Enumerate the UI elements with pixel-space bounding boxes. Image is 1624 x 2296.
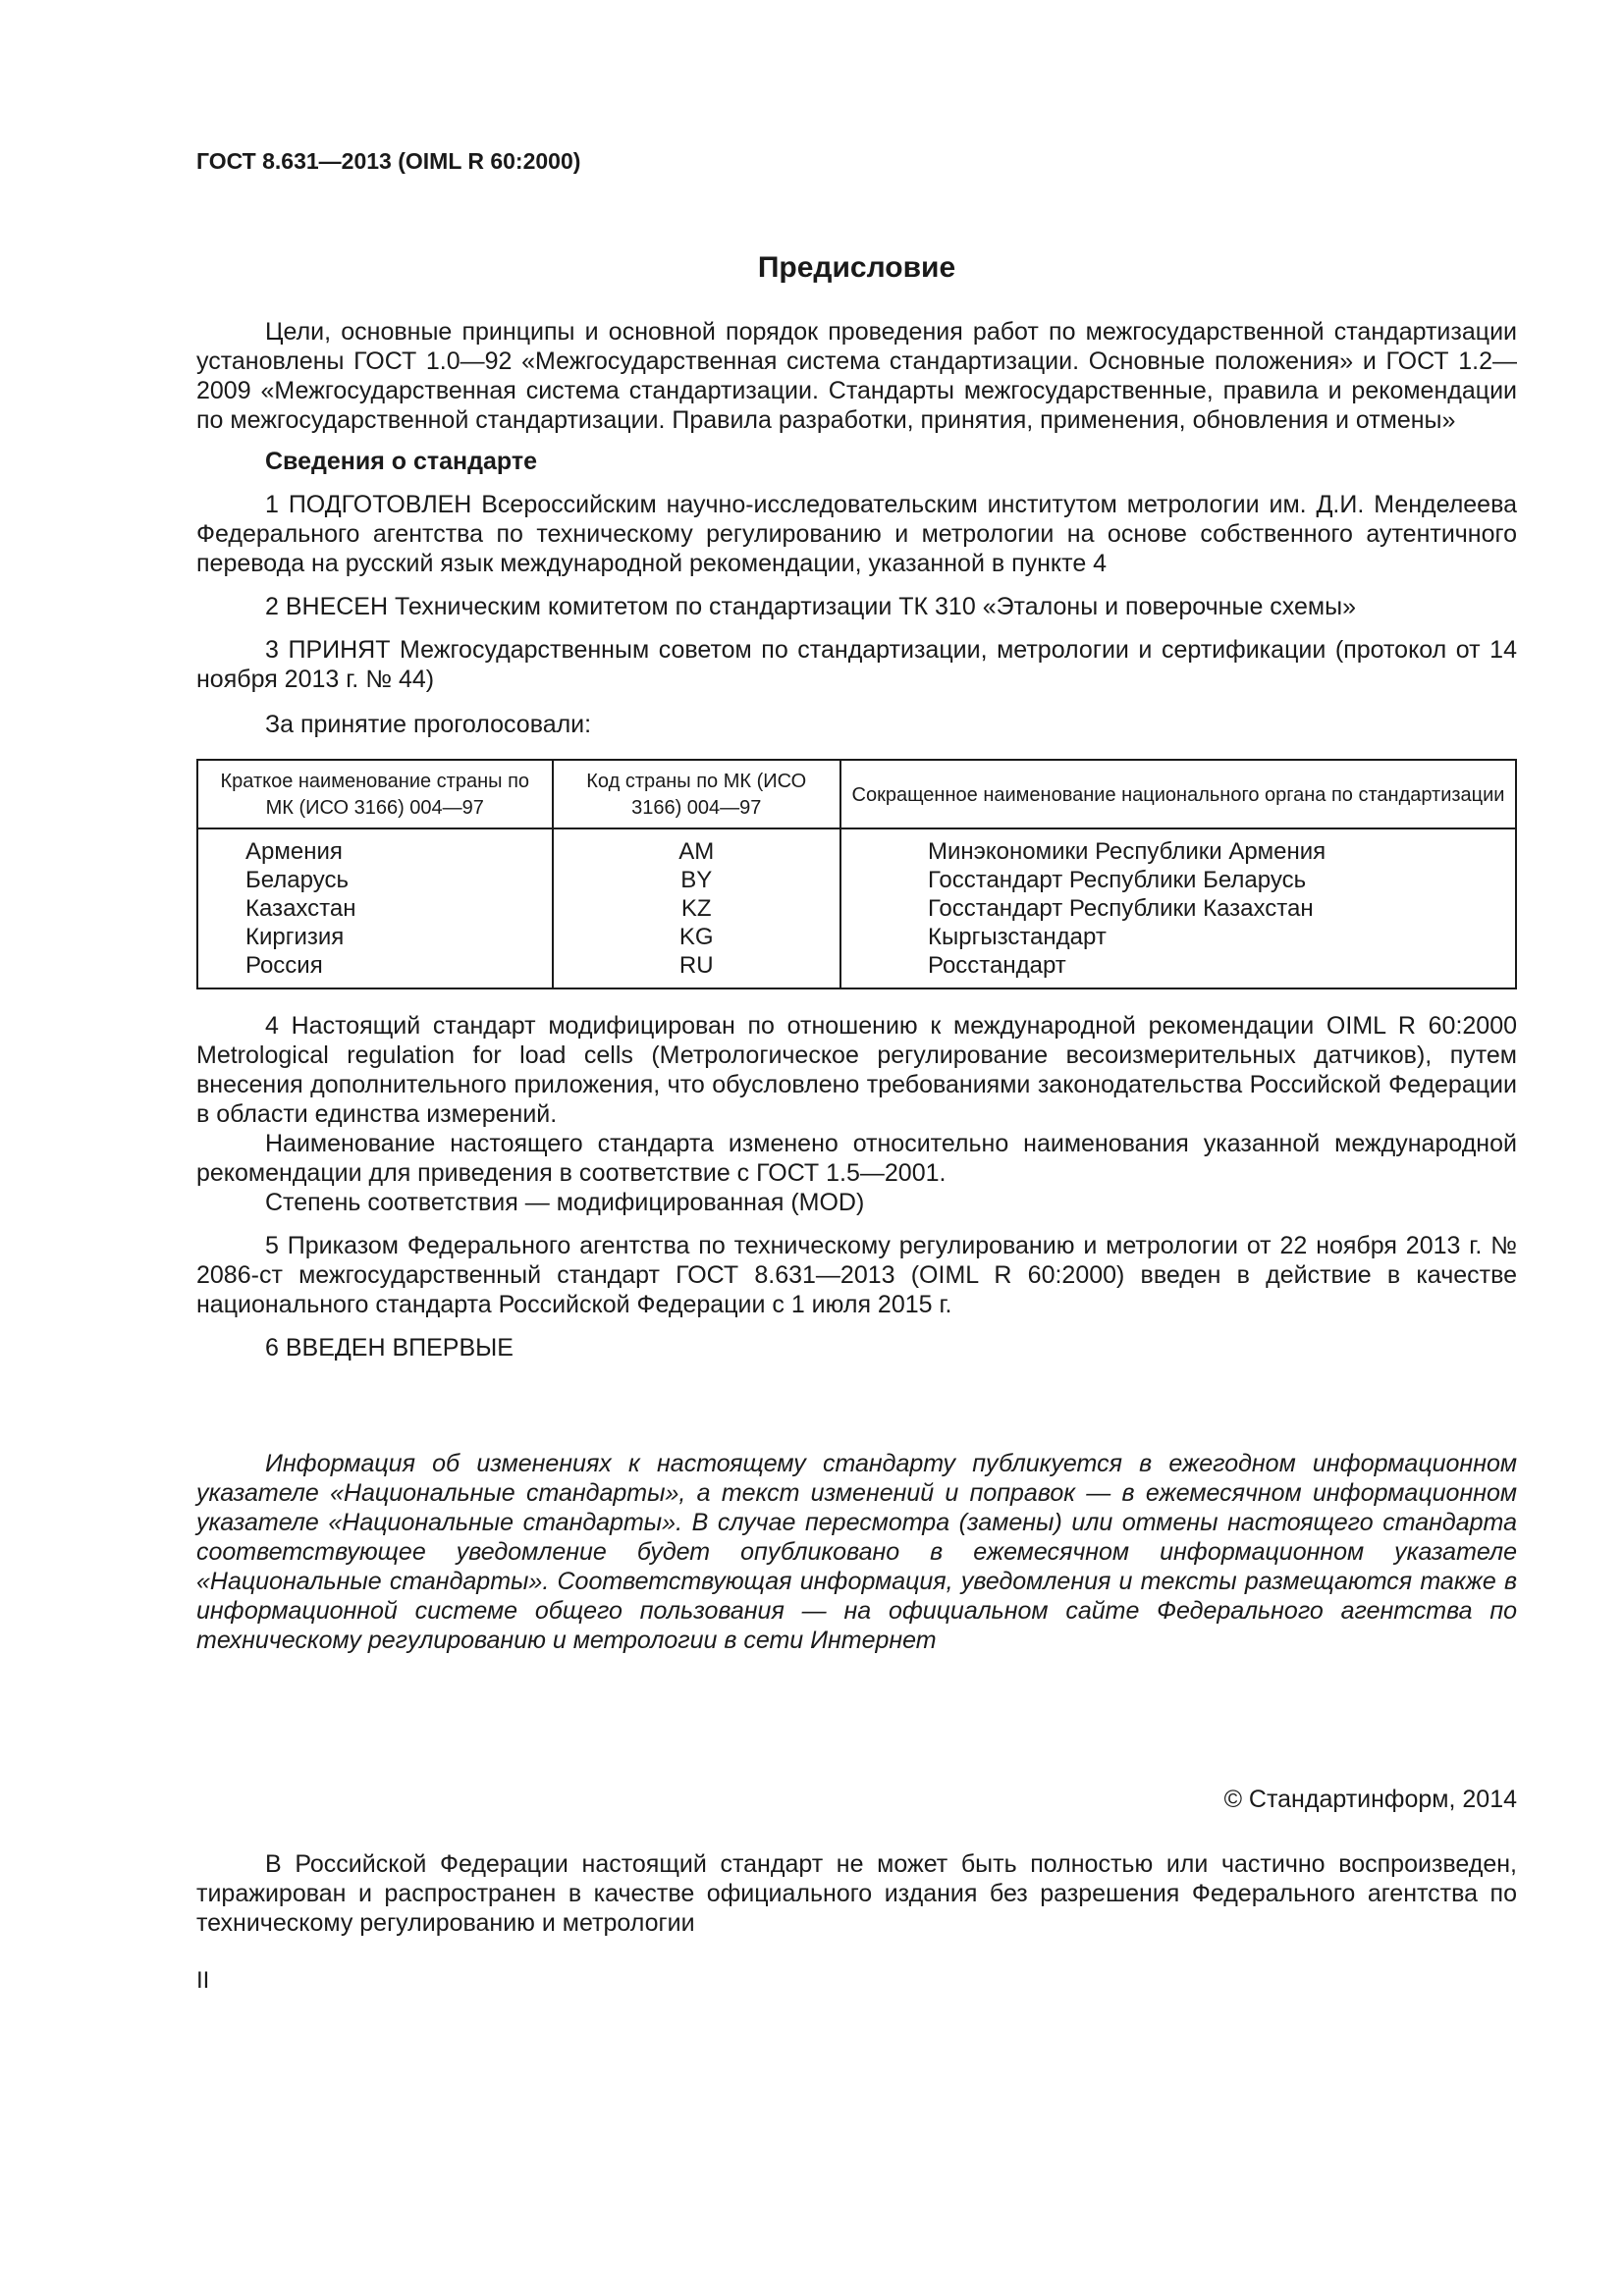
code-cell: RU <box>553 951 841 988</box>
info-heading: Сведения о стандарте <box>265 448 538 475</box>
table-row <box>197 828 1516 866</box>
item-2-paragraph: 2 ВНЕСЕН Техническим комитетом по стандартизации ТК 310 «Эталоны и поверочные схемы» <box>265 593 1356 620</box>
table-header-authority: Сокращенное наименование национального органа по стандартизации <box>840 760 1516 828</box>
page-title: Предисловие <box>757 251 956 284</box>
intro-paragraph: Цели, основные принципы и основной порядок проведения работ по межгосударственной стандартизации установлены ГОСТ 1.0—92 «Межгосударственная система стандартизации. Основные положения» и ГОСТ 1.2—2009 «Межгосударственная система стандартизации. Стандарты межгосударственные, правила и рекомендации по межгосударственной стандартизации. Правила разработки, принятия, применения, обновления и отмены» <box>196 318 1517 434</box>
code-cell: KG <box>553 923 841 951</box>
country-cell: Беларусь <box>197 866 553 894</box>
voting-table <box>196 759 1517 989</box>
code-cell: BY <box>553 866 841 894</box>
item-4-paragraph: 4 Настоящий стандарт модифицирован по отношению к международной рекомендации OIML R 60:2000 Metrological regulation for load cells (Метрологическое регулирование весоизмерительных датчиков), путем внесения дополнительного приложения, что обусловлено требованиями законодательства Российской Федерации в области единства измерений. <box>196 1012 1517 1128</box>
table-row <box>197 866 1516 894</box>
table-header-code: Код страны по МК (ИСО 3166) 004—97 <box>553 760 841 828</box>
code-cell: KZ <box>553 894 841 923</box>
item-6-paragraph: 6 ВВЕДЕН ВПЕРВЫЕ <box>265 1334 514 1362</box>
table-header-country: Краткое наименование страны по МК (ИСО 3166) 004—97 <box>197 760 553 828</box>
authority-cell: Госстандарт Республики Казахстан <box>840 894 1516 923</box>
country-cell: Киргизия <box>197 923 553 951</box>
table-header-row <box>197 760 1516 828</box>
authority-cell: Кыргызстандарт <box>840 923 1516 951</box>
authority-cell: Госстандарт Республики Беларусь <box>840 866 1516 894</box>
voted-label: За принятие проголосовали: <box>265 711 592 738</box>
item-3-paragraph: 3 ПРИНЯТ Межгосударственным советом по стандартизации, метрологии и сертификации (протокол от 14 ноября 2013 г. № 44) <box>196 636 1517 693</box>
authority-cell: Минэкономики Республики Армения <box>840 828 1516 866</box>
copyright-line: © Стандартинформ, 2014 <box>1223 1786 1517 1813</box>
item-5-paragraph: 5 Приказом Федерального агентства по техническому регулированию и метрологии от 22 ноября 2013 г. № 2086-ст межгосударственный стандарт ГОСТ 8.631—2013 (OIML R 60:2000) введен в действие в качестве национального стандарта Российской Федерации с 1 июля 2015 г. <box>196 1232 1517 1318</box>
country-cell: Армения <box>197 828 553 866</box>
table-row <box>197 951 1516 988</box>
item-4-degree-paragraph: Степень соответствия — модифицированная (MOD) <box>265 1189 865 1216</box>
item-1-paragraph: 1 ПОДГОТОВЛЕН Всероссийским научно-исследовательским институтом метрологии им. Д.И. Менделеева Федерального агентства по техническому регулированию и метрологии на основе собственного аутентичного перевода на русский язык международной рекомендации, указанной в пункте 4 <box>196 491 1517 577</box>
table-row <box>197 923 1516 951</box>
country-cell: Казахстан <box>197 894 553 923</box>
table-row <box>197 894 1516 923</box>
rights-paragraph: В Российской Федерации настоящий стандарт не может быть полностью или частично воспроизведен, тиражирован и распространен в качестве официального издания без разрешения Федерального агентства по техническому регулированию и метрологии <box>196 1850 1517 1937</box>
item-4-name-paragraph: Наименование настоящего стандарта изменено относительно наименования указанной международной рекомендации для приведения в соответствие с ГОСТ 1.5—2001. <box>196 1130 1517 1187</box>
document-page <box>196 147 1517 1995</box>
changes-notice: Информация об изменениях к настоящему стандарту публикуется в ежегодном информационном указателе «Национальные стандарты», а текст изменений и поправок — в ежемесячном информационном указателе «Национальные стандарты». В случае пересмотра (замены) или отмены настоящего стандарта соответствующее уведомление будет опубликовано в ежемесячном информационном указателе «Национальные стандарты». Соответствующая информация, уведомления и тексты размещаются также в информационной системе общего пользования — на официальном сайте Федерального агентства по техническому регулированию и метрологии в сети Интернет <box>196 1450 1517 1654</box>
document-header: ГОСТ 8.631—2013 (OIML R 60:2000) <box>196 148 581 174</box>
code-cell: AM <box>553 828 841 866</box>
authority-cell: Росстандарт <box>840 951 1516 988</box>
page-number: II <box>196 1967 210 1994</box>
country-cell: Россия <box>197 951 553 988</box>
